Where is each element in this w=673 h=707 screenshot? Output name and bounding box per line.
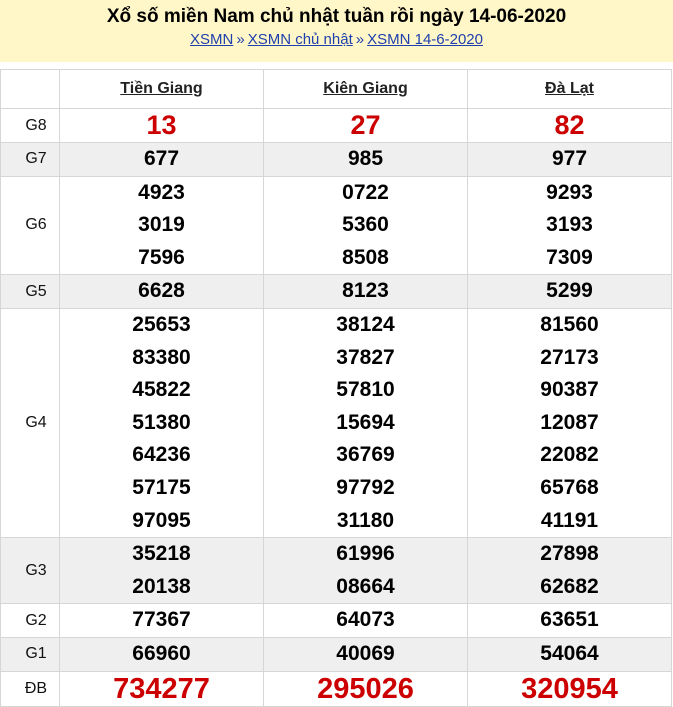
prize-row — [1, 604, 672, 638]
prize-cell — [264, 176, 468, 275]
winning-number: 22082 — [540, 443, 599, 467]
page-header — [0, 0, 673, 62]
winning-number: 977 — [551, 147, 588, 170]
prize-label: G1 — [1, 637, 60, 671]
prize-cell — [60, 275, 264, 309]
winning-number: 6628 — [138, 279, 185, 303]
prize-row — [1, 308, 672, 537]
winning-number: 97792 — [336, 475, 395, 499]
winning-number: 5360 — [342, 213, 389, 237]
prize-label: G7 — [1, 143, 60, 177]
page-title: Xổ số miền Nam chủ nhật tuần rồi ngày 14-06-2020 — [106, 6, 567, 27]
prize-cell — [264, 604, 468, 638]
winning-number: 27 — [350, 110, 381, 140]
prize-cell — [468, 143, 672, 177]
prize-row — [1, 637, 672, 671]
winning-number: 54064 — [540, 641, 599, 665]
winning-number: 25653 — [132, 312, 191, 336]
winning-number: 81560 — [540, 312, 599, 336]
breadcrumb-xsmn-sunday-link[interactable]: XSMN chủ nhật — [247, 31, 353, 48]
winning-number: 41191 — [540, 508, 599, 532]
prize-cell — [60, 538, 264, 604]
winning-number: 65768 — [540, 475, 599, 499]
province-link[interactable]: Đà Lạt — [545, 80, 594, 97]
prize-cell — [264, 637, 468, 671]
table-header-row — [1, 70, 672, 109]
prize-cell — [264, 671, 468, 706]
prize-cell — [468, 176, 672, 275]
prize-row — [1, 671, 672, 706]
prize-cell — [264, 275, 468, 309]
prize-cell — [60, 637, 264, 671]
winning-number: 77367 — [132, 608, 191, 632]
winning-number: 08664 — [336, 574, 395, 598]
prize-cell — [468, 671, 672, 706]
prize-label: ĐB — [1, 671, 60, 706]
winning-number: 734277 — [113, 672, 210, 705]
winning-number: 12087 — [540, 410, 599, 434]
prize-label: G5 — [1, 275, 60, 309]
winning-number: 5299 — [546, 279, 593, 303]
winning-number: 677 — [143, 147, 180, 170]
prize-label: G2 — [1, 604, 60, 638]
winning-number: 3193 — [546, 213, 593, 237]
prize-cell — [60, 143, 264, 177]
prize-row — [1, 143, 672, 177]
header-corner — [1, 70, 60, 109]
results-body — [1, 109, 672, 707]
prize-row — [1, 176, 672, 275]
winning-number: 7309 — [546, 245, 593, 269]
winning-number: 7596 — [138, 245, 185, 269]
winning-number: 20138 — [132, 574, 191, 598]
winning-number: 90387 — [540, 378, 599, 402]
winning-number: 15694 — [336, 410, 395, 434]
breadcrumb-xsmn-link[interactable]: XSMN — [190, 31, 234, 48]
winning-number: 61996 — [336, 542, 395, 566]
winning-number: 295026 — [317, 672, 414, 705]
province-header-tien-giang[interactable] — [60, 70, 264, 109]
prize-cell — [264, 538, 468, 604]
prize-cell — [468, 538, 672, 604]
winning-number: 38124 — [336, 312, 395, 336]
winning-number: 9293 — [546, 180, 593, 204]
prize-cell — [264, 109, 468, 143]
province-header-da-lat[interactable] — [468, 70, 672, 109]
winning-number: 45822 — [132, 378, 191, 402]
winning-number: 35218 — [132, 542, 191, 566]
winning-number: 40069 — [336, 641, 395, 665]
winning-number: 37827 — [336, 345, 395, 369]
winning-number: 97095 — [132, 508, 191, 532]
breadcrumb-separator: » — [236, 31, 245, 48]
prize-cell — [60, 604, 264, 638]
winning-number: 27898 — [540, 542, 599, 566]
prize-cell — [468, 604, 672, 638]
winning-number: 320954 — [521, 672, 618, 705]
winning-number: 8508 — [342, 245, 389, 269]
prize-cell — [60, 176, 264, 275]
results-table — [0, 69, 672, 707]
winning-number: 27173 — [540, 345, 599, 369]
winning-number: 8123 — [342, 279, 389, 303]
prize-cell — [60, 671, 264, 706]
prize-cell — [468, 308, 672, 537]
province-header-kien-giang[interactable] — [264, 70, 468, 109]
prize-cell — [468, 275, 672, 309]
winning-number: 82 — [554, 110, 585, 140]
prize-row — [1, 275, 672, 309]
prize-cell — [264, 308, 468, 537]
winning-number: 57175 — [132, 475, 191, 499]
winning-number: 63651 — [540, 608, 599, 632]
breadcrumb-separator: » — [355, 31, 365, 48]
winning-number: 13 — [146, 110, 177, 140]
prize-label: G3 — [1, 538, 60, 604]
prize-cell — [468, 637, 672, 671]
province-link[interactable]: Kiên Giang — [323, 80, 408, 97]
prize-row — [1, 538, 672, 604]
prize-cell — [468, 109, 672, 143]
winning-number: 31180 — [336, 508, 395, 532]
prize-cell — [60, 308, 264, 537]
winning-number: 62682 — [540, 574, 599, 598]
prize-label: G8 — [1, 109, 60, 143]
winning-number: 51380 — [132, 410, 191, 434]
winning-number: 64073 — [336, 608, 395, 632]
breadcrumb — [0, 30, 673, 50]
winning-number: 3019 — [138, 213, 185, 237]
prize-label: G4 — [1, 308, 60, 537]
prize-row — [1, 109, 672, 143]
province-link[interactable]: Tiền Giang — [120, 80, 203, 97]
prize-cell — [60, 109, 264, 143]
prize-cell — [264, 143, 468, 177]
winning-number: 57810 — [336, 378, 395, 402]
breadcrumb-xsmn-date-link[interactable]: XSMN 14-6-2020 — [367, 31, 483, 48]
winning-number: 36769 — [336, 443, 395, 467]
winning-number: 985 — [347, 147, 384, 170]
winning-number: 83380 — [132, 345, 191, 369]
winning-number: 0722 — [342, 180, 389, 204]
winning-number: 66960 — [132, 641, 191, 665]
winning-number: 64236 — [132, 443, 191, 467]
prize-label: G6 — [1, 176, 60, 275]
winning-number: 4923 — [138, 180, 185, 204]
